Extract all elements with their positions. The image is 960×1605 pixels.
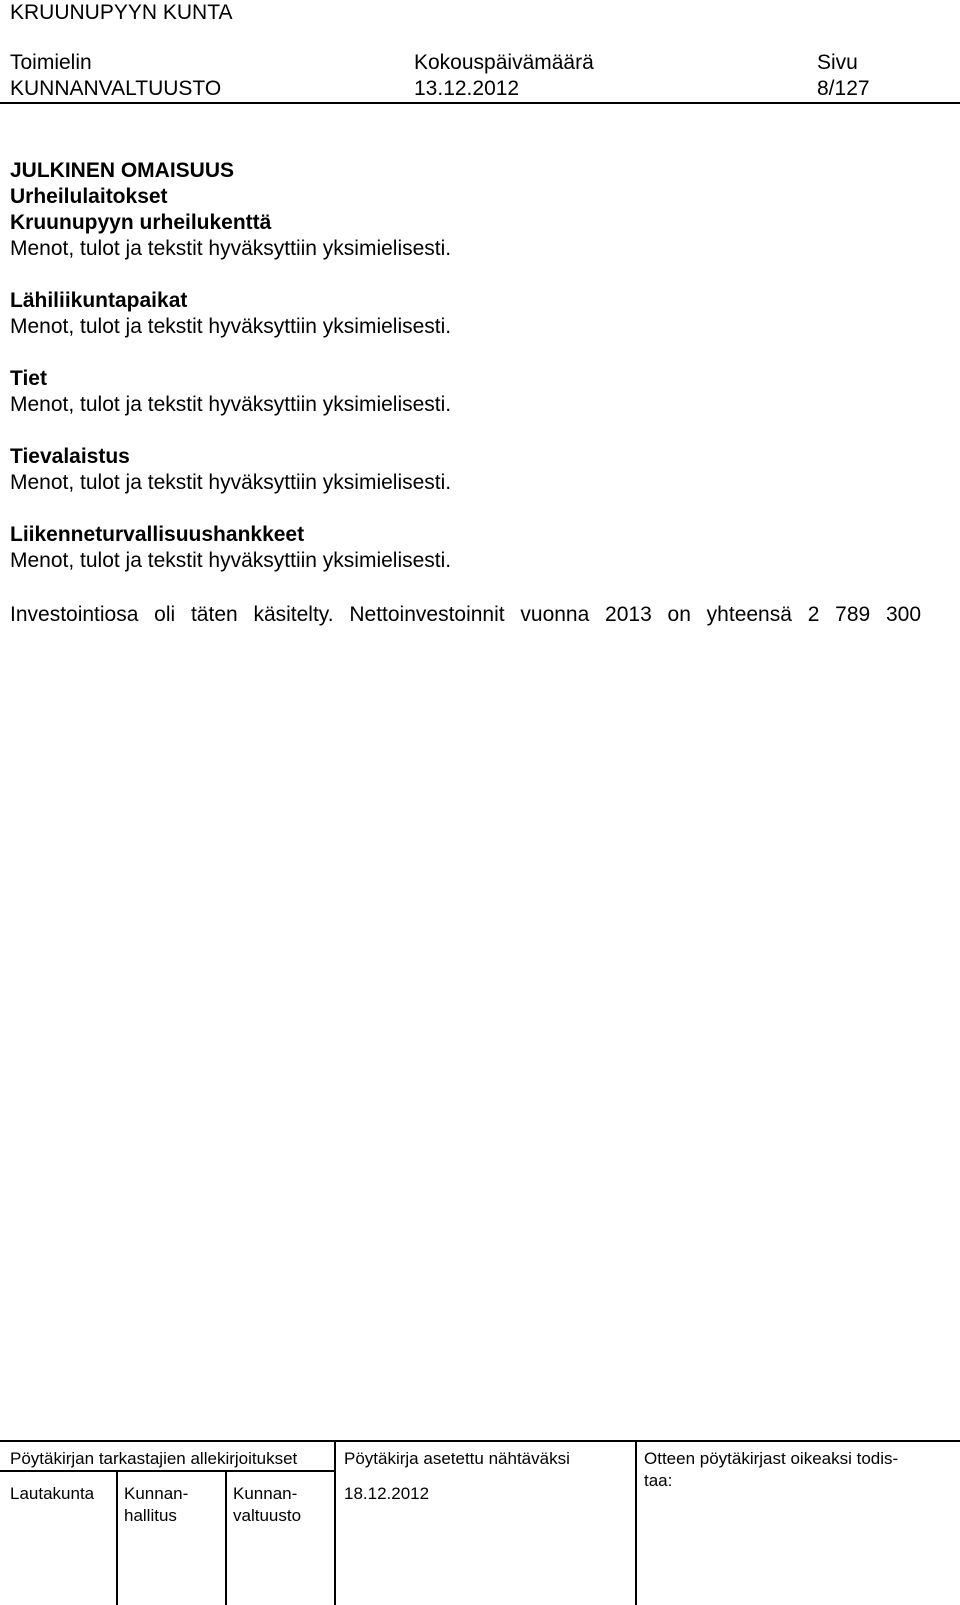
section-title-street-lighting: Tievalaistus: [10, 445, 130, 468]
investment-paragraph: Investointiosa oli täten käsitelty. Nettoinvestoinnit vuonna 2013 on yhteensä 2 789 300: [10, 603, 921, 626]
meeting-date-label: Kokouspäivämäärä: [414, 51, 594, 74]
signature-label-board: Lautakunta: [10, 1484, 95, 1503]
signature-label-government-line2: hallitus: [124, 1506, 177, 1525]
footer-divider: [635, 1440, 637, 1605]
certification-line2: taa:: [644, 1471, 673, 1490]
header-divider: [0, 102, 960, 104]
page-label: Sivu: [817, 51, 858, 74]
section-title-roads: Tiet: [10, 367, 47, 390]
meeting-date-value: 13.12.2012: [414, 77, 520, 100]
section-title-local-sports: Lähiliikuntapaikat: [10, 289, 188, 312]
organization-name: KRUUNUPYYN KUNTA: [10, 1, 233, 24]
body-value: KUNNANVALTUUSTO: [10, 77, 222, 100]
signatures-title-underline: [0, 1470, 336, 1472]
section-text: Menot, tulot ja tekstit hyväksyttiin yksimielisesti.: [10, 549, 452, 572]
footer-top-border: [0, 1440, 960, 1442]
body-label: Toimielin: [10, 51, 92, 74]
certification-line1: Otteen pöytäkirjast oikeaksi todis-: [644, 1449, 899, 1468]
section-title-traffic-safety: Liikenneturvallisuushankkeet: [10, 523, 305, 546]
section-text: Menot, tulot ja tekstit hyväksyttiin yksimielisesti.: [10, 237, 452, 260]
page-number: 8/127: [817, 77, 870, 100]
heading-sports-facilities: Urheilulaitokset: [10, 185, 168, 208]
signature-column-divider: [116, 1470, 118, 1605]
display-date: 18.12.2012: [344, 1484, 430, 1503]
heading-sports-field: Kruunupyyn urheilukenttä: [10, 211, 272, 234]
section-text: Menot, tulot ja tekstit hyväksyttiin yksimielisesti.: [10, 393, 452, 416]
signature-column-divider: [225, 1470, 227, 1605]
signature-label-government-line1: Kunnan-: [124, 1484, 189, 1503]
display-title: Pöytäkirja asetettu nähtäväksi: [344, 1449, 570, 1468]
signature-label-council-line1: Kunnan-: [233, 1484, 298, 1503]
signatures-title: Pöytäkirjan tarkastajien allekirjoitukset: [10, 1449, 298, 1468]
signature-label-council-line2: valtuusto: [233, 1506, 302, 1525]
section-text: Menot, tulot ja tekstit hyväksyttiin yksimielisesti.: [10, 315, 452, 338]
section-text: Menot, tulot ja tekstit hyväksyttiin yksimielisesti.: [10, 471, 452, 494]
footer-divider: [334, 1440, 336, 1605]
heading-public-property: JULKINEN OMAISUUS: [10, 159, 235, 182]
